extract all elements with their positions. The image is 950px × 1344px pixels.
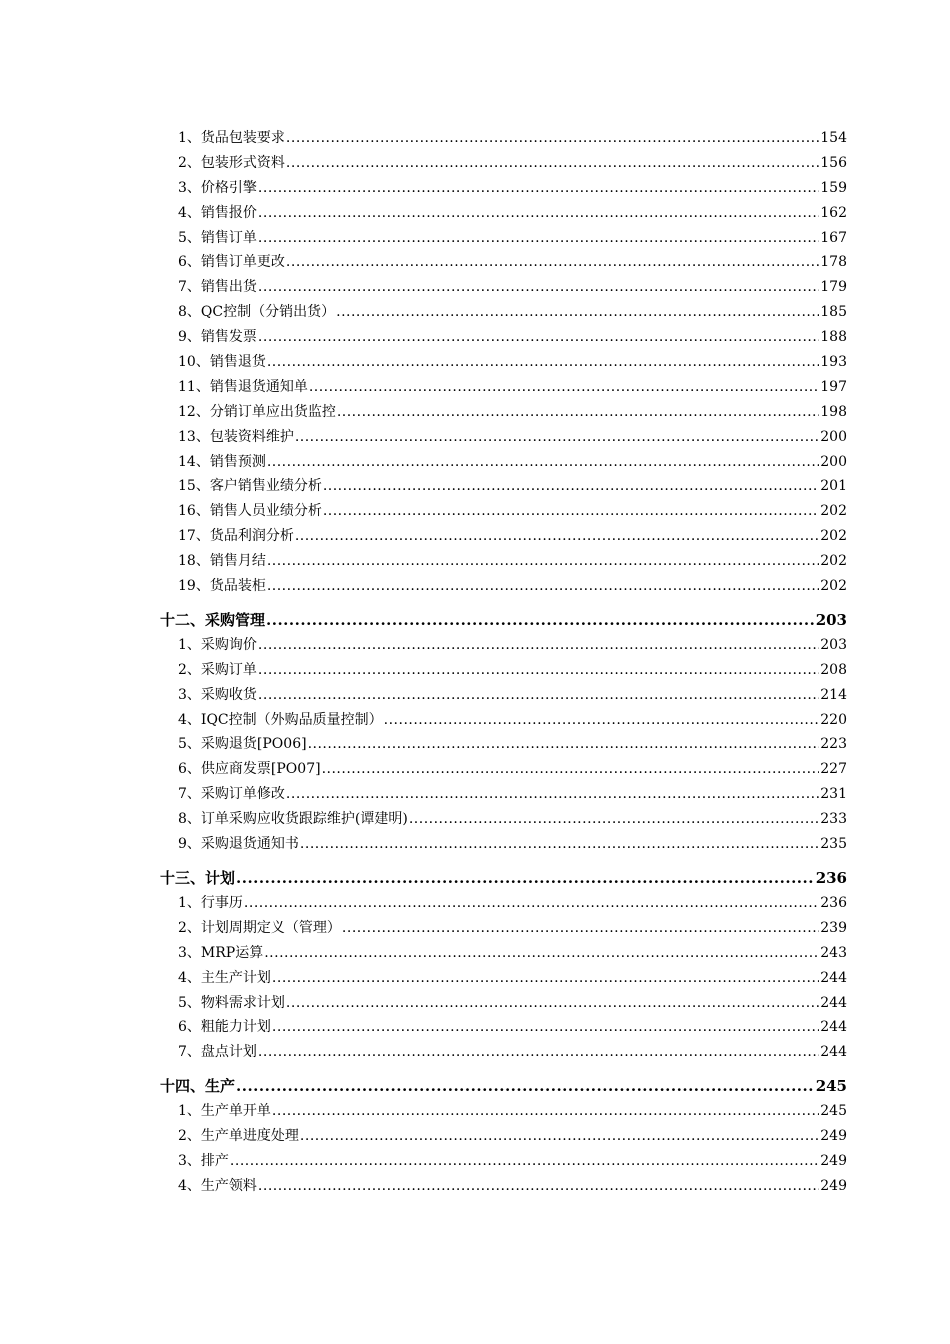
toc-entry-number: 7、 — [178, 279, 201, 296]
toc-entry-page-number: 202 — [820, 553, 847, 570]
toc-entry-page-number: 244 — [820, 994, 847, 1011]
toc-entry[interactable] — [160, 1015, 847, 1040]
toc-entry-page-number: 236 — [815, 868, 847, 887]
toc-entry-title: 销售发票 — [200, 329, 257, 346]
dot-leader — [286, 151, 819, 176]
dot-leader — [236, 866, 815, 891]
dot-leader — [286, 782, 819, 807]
toc-entry-page-number: 236 — [820, 894, 847, 911]
toc-entry-page-number: 197 — [820, 378, 847, 395]
toc-entry-title: 销售订单 — [200, 229, 257, 246]
toc-entry-number: 3、 — [178, 1152, 201, 1169]
toc-entry[interactable] — [160, 201, 847, 226]
toc-entry[interactable] — [160, 176, 847, 201]
dot-leader — [295, 425, 819, 450]
toc-entry-page-number: 200 — [820, 453, 847, 470]
toc-entry-title: 计划周期定义（管理） — [200, 919, 341, 936]
toc-entry[interactable] — [160, 375, 847, 400]
toc-entry-page-number: 159 — [820, 179, 847, 196]
toc-entry-title: 十二、采购管理 — [160, 610, 266, 629]
toc-entry-title: 包装形式资料 — [200, 154, 285, 171]
toc-entry[interactable] — [160, 474, 847, 499]
toc-entry-title: MRP运算 — [200, 944, 264, 961]
toc-entry-number: 9、 — [178, 836, 201, 853]
dot-leader — [258, 633, 819, 658]
toc-entry-title: 货品包装要求 — [200, 130, 285, 146]
toc-entry-title: 采购询价 — [200, 636, 257, 653]
dot-leader — [300, 1124, 819, 1149]
toc-entry[interactable] — [160, 832, 847, 857]
toc-entry-page-number: 208 — [820, 661, 847, 678]
toc-entry[interactable] — [160, 1174, 847, 1199]
dot-leader — [336, 300, 819, 325]
toc-entry-title: 销售月结 — [209, 553, 266, 570]
toc-entry-page-number: 220 — [820, 711, 847, 728]
dot-leader — [286, 250, 819, 275]
toc-entry-number: 3、 — [178, 686, 201, 703]
toc-entry[interactable] — [160, 633, 847, 658]
toc-entry-title: 采购收货 — [200, 686, 257, 703]
toc-entry-number: 1、 — [178, 636, 201, 653]
toc-entry[interactable] — [160, 275, 847, 300]
dot-leader — [258, 226, 819, 251]
toc-entry[interactable] — [160, 450, 847, 475]
toc-entry-title: 排产 — [200, 1152, 229, 1169]
toc-entry-number: 1、 — [178, 1103, 201, 1120]
toc-entry-title: 供应商发票[PO07] — [200, 761, 321, 778]
toc-entry-number: 2、 — [178, 661, 201, 678]
toc-entry-number: 8、 — [178, 304, 201, 321]
toc-entry-page-number: 202 — [820, 578, 847, 595]
dot-leader — [295, 524, 819, 549]
toc-entry-title: 十四、生产 — [160, 1077, 236, 1096]
toc-entry-number: 1、 — [178, 130, 201, 146]
dot-leader — [272, 1099, 819, 1124]
toc-entry-title: 采购退货通知书 — [200, 836, 299, 853]
toc-entry[interactable] — [160, 708, 847, 733]
toc-entry-number: 9、 — [178, 329, 201, 346]
dot-leader — [286, 126, 819, 151]
toc-section-entry[interactable] — [160, 1074, 847, 1099]
toc-entry-title: 采购退货[PO06] — [200, 736, 307, 753]
toc-entry-page-number: 202 — [820, 503, 847, 520]
toc-entry-title: 货品装柜 — [209, 578, 266, 595]
toc-entry[interactable] — [160, 782, 847, 807]
toc-entry[interactable] — [160, 1040, 847, 1065]
dot-leader — [258, 683, 819, 708]
toc-entry-title: 货品利润分析 — [209, 528, 294, 545]
toc-entry-page-number: 201 — [820, 478, 847, 495]
toc-entry[interactable] — [160, 151, 847, 176]
toc-entry-number: 15、 — [178, 478, 210, 495]
toc-entry[interactable] — [160, 757, 847, 782]
toc-entry[interactable] — [160, 807, 847, 832]
dot-leader — [244, 891, 819, 916]
toc-entry[interactable] — [160, 250, 847, 275]
toc-entry[interactable] — [160, 549, 847, 574]
dot-leader — [309, 375, 819, 400]
toc-entry-number: 1、 — [178, 894, 201, 911]
toc-entry-page-number: 249 — [820, 1177, 847, 1194]
toc-entry-page-number: 243 — [820, 944, 847, 961]
dot-leader — [323, 474, 819, 499]
toc-entry-page-number: 200 — [820, 428, 847, 445]
toc-entry-page-number: 249 — [820, 1152, 847, 1169]
toc-entry-page-number: 235 — [820, 836, 847, 853]
table-of-contents — [160, 126, 847, 1199]
toc-entry-page-number: 244 — [820, 1044, 847, 1061]
toc-entry-number: 12、 — [178, 403, 210, 420]
dot-leader — [267, 574, 819, 599]
toc-entry-number: 11、 — [178, 378, 210, 395]
toc-entry-title: QC控制（分销出货） — [200, 304, 336, 321]
toc-entry-number: 4、 — [178, 1177, 201, 1194]
toc-entry-number: 7、 — [178, 786, 201, 803]
toc-entry-number: 7、 — [178, 1044, 201, 1061]
toc-entry-number: 8、 — [178, 811, 201, 828]
toc-entry-page-number: 245 — [815, 1077, 847, 1096]
dot-leader — [409, 807, 819, 832]
toc-entry-number: 4、 — [178, 711, 201, 728]
toc-entry-title: 销售订单更改 — [200, 254, 285, 271]
toc-entry-page-number: 203 — [815, 610, 847, 629]
toc-entry-title: 主生产计划 — [200, 969, 271, 986]
toc-entry[interactable] — [160, 499, 847, 524]
toc-entry-number: 10、 — [178, 354, 210, 371]
toc-entry-page-number: 239 — [820, 919, 847, 936]
toc-entry-title: 采购订单修改 — [200, 786, 285, 803]
toc-entry-number: 6、 — [178, 1019, 201, 1036]
dot-leader — [272, 1015, 819, 1040]
toc-entry[interactable] — [160, 350, 847, 375]
toc-entry-title: 销售预测 — [209, 453, 266, 470]
dot-leader — [258, 201, 819, 226]
toc-entry-title: 行事历 — [200, 894, 243, 911]
dot-leader — [230, 1149, 819, 1174]
toc-entry-page-number: 185 — [820, 304, 847, 321]
toc-entry-page-number: 167 — [820, 229, 847, 246]
toc-entry[interactable] — [160, 658, 847, 683]
toc-entry-title: 销售退货通知单 — [209, 378, 308, 395]
dot-leader — [384, 708, 820, 733]
toc-section-entry[interactable] — [160, 608, 847, 633]
toc-entry-page-number: 244 — [820, 969, 847, 986]
toc-entry-page-number: 249 — [820, 1128, 847, 1145]
toc-entry-number: 2、 — [178, 1128, 201, 1145]
toc-entry-page-number: 198 — [820, 403, 847, 420]
toc-entry[interactable] — [160, 1099, 847, 1124]
toc-entry-title: 价格引擎 — [200, 179, 257, 196]
dot-leader — [267, 549, 819, 574]
toc-entry-page-number: 231 — [820, 786, 847, 803]
toc-entry-page-number: 188 — [820, 329, 847, 346]
dot-leader — [236, 1074, 815, 1099]
toc-entry-number: 4、 — [178, 969, 201, 986]
dot-leader — [308, 732, 820, 757]
dot-leader — [258, 176, 819, 201]
toc-entry-title: 十三、计划 — [160, 868, 236, 887]
dot-leader — [267, 450, 819, 475]
toc-entry-title: 分销订单应出货监控 — [209, 403, 336, 420]
toc-entry-number: 17、 — [178, 528, 210, 545]
toc-entry-number: 2、 — [178, 919, 201, 936]
toc-entry-title: 生产领料 — [200, 1177, 257, 1194]
dot-leader — [342, 916, 819, 941]
toc-entry-title: 粗能力计划 — [200, 1019, 271, 1036]
toc-entry-title: 生产单进度处理 — [200, 1128, 299, 1145]
toc-entry-number: 4、 — [178, 204, 201, 221]
toc-entry[interactable] — [160, 732, 847, 757]
toc-entry-number: 6、 — [178, 761, 201, 778]
dot-leader — [258, 1174, 819, 1199]
toc-entry-page-number: 245 — [820, 1103, 847, 1120]
toc-entry-page-number: 244 — [820, 1019, 847, 1036]
toc-entry[interactable] — [160, 126, 847, 151]
toc-entry[interactable] — [160, 916, 847, 941]
toc-entry[interactable] — [160, 941, 847, 966]
toc-entry-number: 16、 — [178, 503, 210, 520]
toc-entry[interactable] — [160, 683, 847, 708]
toc-entry-title: 客户销售业绩分析 — [209, 478, 322, 495]
toc-entry-title: 生产单开单 — [200, 1103, 271, 1120]
toc-entry-page-number: 162 — [820, 204, 847, 221]
toc-entry[interactable] — [160, 400, 847, 425]
dot-leader — [264, 941, 819, 966]
toc-section-entry[interactable] — [160, 866, 847, 891]
toc-entry-number: 13、 — [178, 428, 210, 445]
toc-entry-number: 3、 — [178, 179, 201, 196]
dot-leader — [286, 991, 819, 1016]
dot-leader — [258, 1040, 819, 1065]
toc-entry-page-number: 223 — [820, 736, 847, 753]
toc-entry-number: 5、 — [178, 994, 201, 1011]
toc-entry[interactable] — [160, 574, 847, 599]
toc-entry-title: 销售退货 — [209, 354, 266, 371]
dot-leader — [337, 400, 819, 425]
toc-entry-page-number: 193 — [820, 354, 847, 371]
toc-entry-title: 销售报价 — [200, 204, 257, 221]
toc-entry-number: 2、 — [178, 154, 201, 171]
toc-entry-number: 6、 — [178, 254, 201, 271]
dot-leader — [322, 757, 820, 782]
toc-entry[interactable] — [160, 425, 847, 450]
toc-entry-title: 订单采购应收货跟踪维护(谭建明) — [200, 811, 408, 828]
toc-entry-number: 19、 — [178, 578, 210, 595]
dot-leader — [266, 608, 815, 633]
toc-entry-number: 18、 — [178, 553, 210, 570]
toc-entry-page-number: 178 — [820, 254, 847, 271]
toc-entry-title: 物料需求计划 — [200, 994, 285, 1011]
toc-entry[interactable] — [160, 300, 847, 325]
toc-entry-number: 5、 — [178, 229, 201, 246]
dot-leader — [258, 658, 819, 683]
toc-entry[interactable] — [160, 1149, 847, 1174]
toc-entry-page-number: 227 — [820, 761, 847, 778]
dot-leader — [272, 966, 819, 991]
toc-entry-title: 采购订单 — [200, 661, 257, 678]
toc-entry[interactable] — [160, 524, 847, 549]
dot-leader — [258, 325, 819, 350]
dot-leader — [267, 350, 819, 375]
toc-entry-page-number: 233 — [820, 811, 847, 828]
toc-entry[interactable] — [160, 966, 847, 991]
toc-entry-page-number: 154 — [820, 130, 847, 146]
dot-leader — [300, 832, 819, 857]
toc-entry-title: IQC控制（外购品质量控制） — [200, 711, 383, 728]
toc-entry-title: 盘点计划 — [200, 1044, 257, 1061]
toc-entry-page-number: 203 — [820, 636, 847, 653]
dot-leader — [258, 275, 819, 300]
toc-entry-page-number: 179 — [820, 279, 847, 296]
dot-leader — [323, 499, 819, 524]
toc-entry-number: 3、 — [178, 944, 201, 961]
toc-entry-page-number: 156 — [820, 154, 847, 171]
toc-entry-title: 销售出货 — [200, 279, 257, 296]
toc-entry-number: 5、 — [178, 736, 201, 753]
toc-entry[interactable] — [160, 891, 847, 916]
toc-entry-page-number: 202 — [820, 528, 847, 545]
toc-entry-page-number: 214 — [820, 686, 847, 703]
toc-entry[interactable] — [160, 1124, 847, 1149]
toc-entry[interactable] — [160, 991, 847, 1016]
toc-entry-title: 包装资料维护 — [209, 428, 294, 445]
toc-entry-number: 14、 — [178, 453, 210, 470]
toc-entry[interactable] — [160, 325, 847, 350]
toc-entry-title: 销售人员业绩分析 — [209, 503, 322, 520]
toc-entry[interactable] — [160, 226, 847, 251]
